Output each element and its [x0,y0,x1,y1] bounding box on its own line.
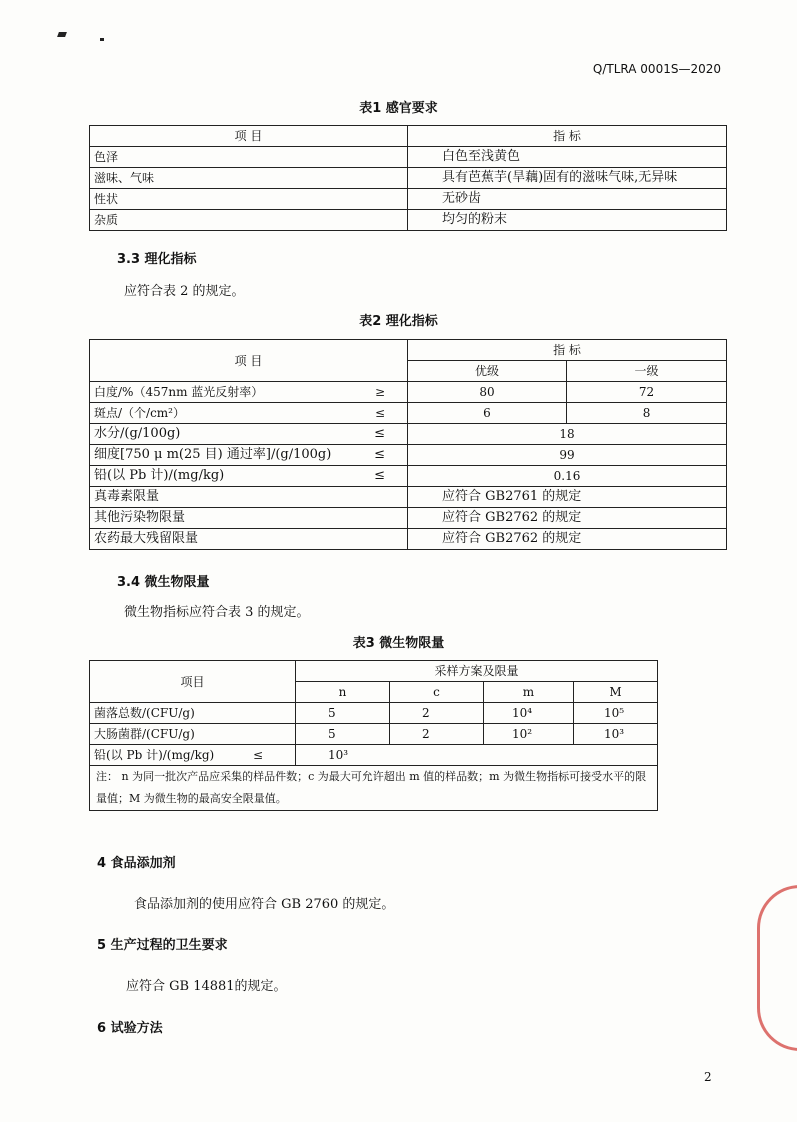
header-cell: c [390,682,484,703]
table3 [89,660,658,811]
table-cell: 0.16 [408,466,727,487]
item-label: 铅(以 Pb 计)/(mg/kg) [94,468,225,483]
table-cell: 具有芭蕉芋(旱藕)固有的滋味气味,无异味 [408,168,727,189]
table1-caption: 表1 感官要求 [359,101,438,116]
table-cell: 性状 [90,189,408,210]
table-cell: 5 [296,724,390,745]
table1 [89,125,727,231]
table-cell: 8 [567,403,727,424]
table-row [90,703,658,724]
table-cell: 80 [408,382,567,403]
section-title: 5 生产过程的卫生要求 [97,938,228,953]
table-row [90,508,727,529]
header-cell: 优级 [408,361,567,382]
item-label: 细度[750 μ m(25 目) 通过率]/(g/100g) [94,447,332,462]
table-row [90,403,727,424]
comparison-symbol: ≤ [374,468,385,483]
table-cell: 真毒素限量 [90,487,408,508]
table2-caption: 表2 理化指标 [359,314,438,329]
table-cell: 应符合 GB2761 的规定 [408,487,727,508]
item-label: 斑点/（个/cm²） [94,406,185,420]
table-cell: 菌落总数/(CFU/g) [90,703,296,724]
table-cell: 10³ [574,724,658,745]
table-cell: 大肠菌群/(CFU/g) [90,724,296,745]
table-row [90,724,658,745]
table-header-row [90,340,727,361]
table-cell: 10³ [296,745,658,766]
table-row [90,424,727,445]
table-cell: 农药最大残留限量 [90,529,408,550]
page-number: 2 [704,1070,712,1084]
red-seal-stamp [757,885,797,1051]
table-cell [90,382,408,403]
table-cell: 色泽 [90,147,408,168]
table3-caption: 表3 微生物限量 [352,636,445,651]
header-cell: 指 标 [408,126,727,147]
table-row [90,466,727,487]
table-cell: 滋味、气味 [90,168,408,189]
table-row [90,189,727,210]
table-cell: 无砂齿 [408,189,727,210]
header-cell: 项 目 [90,126,408,147]
section-title: 4 食品添加剂 [97,856,176,871]
comparison-symbol: ≤ [374,447,385,462]
comparison-symbol: ≤ [374,406,385,420]
section-text: 应符合表 2 的规定。 [124,284,245,299]
table-cell: 白色至浅黄色 [408,147,727,168]
table-cell [90,745,296,766]
comparison-symbol: ≤ [374,426,385,441]
header-cell: 指 标 [408,340,727,361]
table-cell: 2 [390,703,484,724]
header-cell: 采样方案及限量 [296,661,658,682]
table-row [90,487,727,508]
table-row [90,210,727,231]
table-cell [90,403,408,424]
table-cell: 10⁴ [484,703,574,724]
table-row [90,147,727,168]
table-note-row [90,766,658,811]
table-note: 注： n 为同一批次产品应采集的样品件数；c 为最大可允许超出 m 值的样品数；m 为微生物指标可接受水平的限量值；M 为微生物的最高安全限量值。 [90,766,658,811]
table2 [89,339,727,550]
table-cell: 杂质 [90,210,408,231]
table-header-row [90,126,727,147]
header-cell: n [296,682,390,703]
comparison-symbol: ≤ [252,748,263,762]
header-cell: 项目 [90,661,296,703]
doc-code: Q/TLRA 0001S—2020 [592,62,721,76]
table-cell: 应符合 GB2762 的规定 [408,508,727,529]
table-cell: 均匀的粉末 [408,210,727,231]
item-label: 水分/(g/100g) [94,426,181,441]
table-cell: 2 [390,724,484,745]
table-row [90,382,727,403]
table-row [90,745,658,766]
table-row [90,529,727,550]
table-row [90,168,727,189]
header-cell: 项 目 [90,340,408,382]
header-cell: M [574,682,658,703]
table-cell: 其他污染物限量 [90,508,408,529]
header-cell: 一级 [567,361,727,382]
section-text: 微生物指标应符合表 3 的规定。 [124,605,310,620]
table-row [90,445,727,466]
section-title: 6 试验方法 [97,1021,163,1036]
table-cell [90,424,408,445]
table-cell: 应符合 GB2762 的规定 [408,529,727,550]
table-cell: 10² [484,724,574,745]
table-cell: 72 [567,382,727,403]
section-text: 应符合 GB 14881的规定。 [126,979,287,994]
table-cell: 99 [408,445,727,466]
table-cell [90,466,408,487]
table-cell: 5 [296,703,390,724]
item-label: 白度/%（457nm 蓝光反射率） [94,385,264,399]
table-cell: 6 [408,403,567,424]
scan-mark [100,38,104,41]
section-text: 食品添加剂的使用应符合 GB 2760 的规定。 [134,897,395,912]
table-cell: 18 [408,424,727,445]
table-cell: 10⁵ [574,703,658,724]
table-cell [90,445,408,466]
comparison-symbol: ≥ [374,385,385,399]
item-label: 铅(以 Pb 计)/(mg/kg) [94,748,215,762]
scan-mark [57,32,67,37]
section-title: 3.3 理化指标 [117,252,197,267]
table-header-row [90,661,658,682]
section-title: 3.4 微生物限量 [117,575,210,590]
header-cell: m [484,682,574,703]
